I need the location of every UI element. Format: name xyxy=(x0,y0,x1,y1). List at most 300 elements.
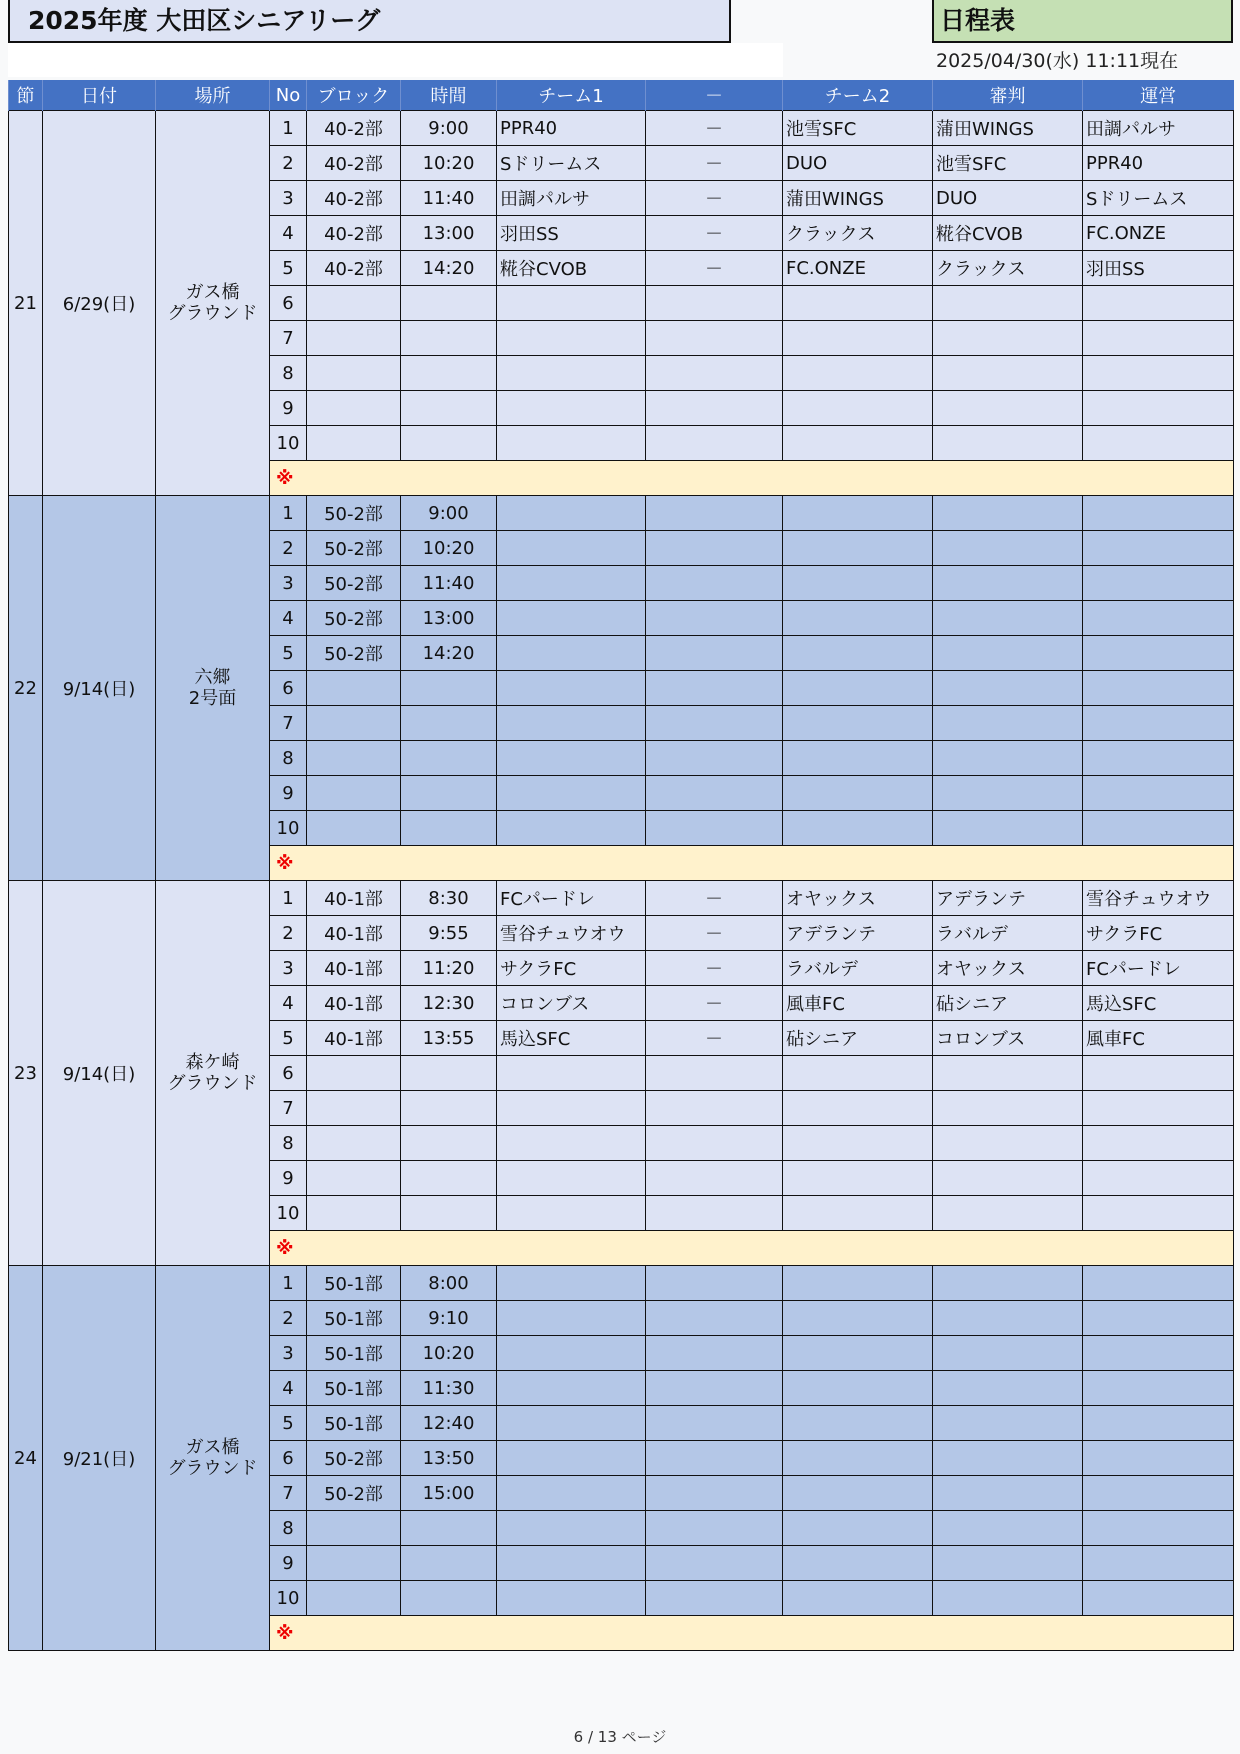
time-cell: 11:30 xyxy=(401,1371,497,1406)
block-cell xyxy=(307,741,401,776)
team1-cell xyxy=(497,1161,646,1196)
operations-cell xyxy=(1083,286,1234,321)
col-header-date: 日付 xyxy=(43,80,156,111)
team2-cell: DUO xyxy=(783,146,933,181)
operations-cell xyxy=(1083,1406,1234,1441)
time-cell: 14:20 xyxy=(401,251,497,286)
referee-cell: ラバルデ xyxy=(933,916,1083,951)
time-cell: 11:40 xyxy=(401,181,497,216)
operations-cell xyxy=(1083,1371,1234,1406)
referee-cell: アデランテ xyxy=(933,881,1083,916)
no-cell: 3 xyxy=(270,181,307,216)
separator-cell xyxy=(646,1371,783,1406)
col-header-time: 時間 xyxy=(401,80,497,111)
no-cell: 3 xyxy=(270,951,307,986)
date-cell: 9/14(日) xyxy=(43,496,156,881)
team2-cell xyxy=(783,286,933,321)
separator-cell xyxy=(646,321,783,356)
as-of-timestamp: 2025/04/30(水) 11:11現在 xyxy=(936,50,1179,72)
operations-cell xyxy=(1083,356,1234,391)
block-cell: 40-1部 xyxy=(307,881,401,916)
referee-cell xyxy=(933,1546,1083,1581)
block-cell: 50-2部 xyxy=(307,566,401,601)
block-cell xyxy=(307,1511,401,1546)
no-cell: 2 xyxy=(270,146,307,181)
date-cell: 6/29(日) xyxy=(43,111,156,496)
operations-cell xyxy=(1083,1546,1234,1581)
no-cell: 1 xyxy=(270,111,307,146)
team1-cell xyxy=(497,1441,646,1476)
referee-cell xyxy=(933,1406,1083,1441)
block-cell xyxy=(307,321,401,356)
col-header-venue: 場所 xyxy=(156,80,270,111)
time-cell xyxy=(401,1091,497,1126)
team1-cell: サクラFC xyxy=(497,951,646,986)
team1-cell xyxy=(497,426,646,461)
team2-cell xyxy=(783,1336,933,1371)
block-cell: 50-2部 xyxy=(307,496,401,531)
block-cell xyxy=(307,356,401,391)
team2-cell xyxy=(783,741,933,776)
referee-cell xyxy=(933,1161,1083,1196)
block-cell xyxy=(307,1581,401,1616)
time-cell xyxy=(401,741,497,776)
team2-cell xyxy=(783,1056,933,1091)
block-cell xyxy=(307,391,401,426)
time-cell xyxy=(401,1196,497,1231)
time-cell xyxy=(401,1511,497,1546)
no-cell: 5 xyxy=(270,251,307,286)
table-row xyxy=(9,1266,1234,1301)
no-cell: 8 xyxy=(270,356,307,391)
block-cell xyxy=(307,1091,401,1126)
time-cell: 11:40 xyxy=(401,566,497,601)
block-cell: 50-1部 xyxy=(307,1336,401,1371)
separator-cell xyxy=(646,776,783,811)
operations-cell: FCパードレ xyxy=(1083,951,1234,986)
team1-cell xyxy=(497,321,646,356)
referee-cell xyxy=(933,1266,1083,1301)
block-cell: 40-2部 xyxy=(307,251,401,286)
col-header-referee: 審判 xyxy=(933,80,1083,111)
separator-cell xyxy=(646,1161,783,1196)
block-cell xyxy=(307,1546,401,1581)
no-cell: 6 xyxy=(270,286,307,321)
referee-cell xyxy=(933,356,1083,391)
team2-cell: オヤックス xyxy=(783,881,933,916)
page-title: 2025年度 大田区シニアリーグ xyxy=(8,0,731,43)
operations-cell xyxy=(1083,496,1234,531)
team2-cell: 池雪SFC xyxy=(783,111,933,146)
separator-cell xyxy=(646,1406,783,1441)
block-cell: 50-1部 xyxy=(307,1266,401,1301)
operations-cell xyxy=(1083,1301,1234,1336)
referee-cell xyxy=(933,706,1083,741)
team2-cell xyxy=(783,1161,933,1196)
time-cell: 9:10 xyxy=(401,1301,497,1336)
no-cell: 10 xyxy=(270,1196,307,1231)
team2-cell xyxy=(783,1196,933,1231)
team2-cell xyxy=(783,321,933,356)
no-cell: 8 xyxy=(270,1511,307,1546)
referee-cell: DUO xyxy=(933,181,1083,216)
team1-cell xyxy=(497,1301,646,1336)
separator-cell xyxy=(646,671,783,706)
time-cell xyxy=(401,391,497,426)
team2-cell xyxy=(783,1581,933,1616)
block-cell xyxy=(307,1056,401,1091)
no-cell: 4 xyxy=(270,1371,307,1406)
time-cell: 12:40 xyxy=(401,1406,497,1441)
team1-cell: FCパードレ xyxy=(497,881,646,916)
time-cell: 13:00 xyxy=(401,601,497,636)
team2-cell xyxy=(783,496,933,531)
block-cell: 50-1部 xyxy=(307,1406,401,1441)
operations-cell xyxy=(1083,531,1234,566)
col-header-operations: 運営 xyxy=(1083,80,1234,111)
team1-cell: 馬込SFC xyxy=(497,1021,646,1056)
team1-cell xyxy=(497,601,646,636)
team1-cell: Sドリームス xyxy=(497,146,646,181)
team1-cell: 糀谷CVOB xyxy=(497,251,646,286)
team1-cell xyxy=(497,1581,646,1616)
referee-cell xyxy=(933,1371,1083,1406)
referee-cell: 砧シニア xyxy=(933,986,1083,1021)
separator-cell xyxy=(646,286,783,321)
no-cell: 8 xyxy=(270,741,307,776)
time-cell: 15:00 xyxy=(401,1476,497,1511)
time-cell: 10:20 xyxy=(401,146,497,181)
team2-cell: 風車FC xyxy=(783,986,933,1021)
separator-cell xyxy=(646,601,783,636)
round-cell: 24 xyxy=(9,1266,43,1651)
operations-cell xyxy=(1083,391,1234,426)
block-cell xyxy=(307,286,401,321)
team2-cell: ラバルデ xyxy=(783,951,933,986)
no-cell: 7 xyxy=(270,1091,307,1126)
team2-cell xyxy=(783,1301,933,1336)
no-cell: 1 xyxy=(270,881,307,916)
operations-cell xyxy=(1083,1441,1234,1476)
time-cell: 13:00 xyxy=(401,216,497,251)
team2-cell: 砧シニア xyxy=(783,1021,933,1056)
block-cell xyxy=(307,671,401,706)
time-cell xyxy=(401,706,497,741)
block-cell: 50-1部 xyxy=(307,1371,401,1406)
note-cell: ※ xyxy=(270,461,1234,496)
team2-cell xyxy=(783,1476,933,1511)
title-underfill xyxy=(8,43,783,77)
separator-cell: － xyxy=(646,251,783,286)
time-cell: 10:20 xyxy=(401,531,497,566)
team1-cell xyxy=(497,1126,646,1161)
team1-cell xyxy=(497,1336,646,1371)
col-header-team2: チーム2 xyxy=(783,80,933,111)
block-cell: 50-2部 xyxy=(307,636,401,671)
team2-cell xyxy=(783,1266,933,1301)
page-number: 6 / 13 ページ xyxy=(573,1728,667,1746)
operations-cell xyxy=(1083,671,1234,706)
separator-cell xyxy=(646,1301,783,1336)
operations-cell xyxy=(1083,1581,1234,1616)
block-cell: 40-2部 xyxy=(307,146,401,181)
team1-cell xyxy=(497,811,646,846)
team2-cell xyxy=(783,706,933,741)
no-cell: 7 xyxy=(270,1476,307,1511)
team1-cell xyxy=(497,566,646,601)
team1-cell xyxy=(497,1056,646,1091)
operations-cell xyxy=(1083,426,1234,461)
referee-cell xyxy=(933,531,1083,566)
referee-cell xyxy=(933,671,1083,706)
separator-cell xyxy=(646,1091,783,1126)
team2-cell xyxy=(783,1511,933,1546)
operations-cell xyxy=(1083,1336,1234,1371)
time-cell: 12:30 xyxy=(401,986,497,1021)
separator-cell xyxy=(646,356,783,391)
team1-cell xyxy=(497,1091,646,1126)
referee-cell: クラックス xyxy=(933,251,1083,286)
time-cell xyxy=(401,1056,497,1091)
team2-cell xyxy=(783,531,933,566)
time-cell xyxy=(401,1161,497,1196)
col-header-team1: チーム1 xyxy=(497,80,646,111)
time-cell xyxy=(401,1126,497,1161)
team1-cell xyxy=(497,706,646,741)
time-cell: 13:55 xyxy=(401,1021,497,1056)
operations-cell xyxy=(1083,1196,1234,1231)
referee-cell xyxy=(933,1581,1083,1616)
team1-cell xyxy=(497,391,646,426)
separator-cell xyxy=(646,1336,783,1371)
referee-cell xyxy=(933,636,1083,671)
venue-cell: 森ケ崎 グラウンド xyxy=(156,881,270,1266)
team2-cell: アデランテ xyxy=(783,916,933,951)
time-cell: 9:00 xyxy=(401,111,497,146)
block-cell: 40-1部 xyxy=(307,1021,401,1056)
team2-cell xyxy=(783,671,933,706)
no-cell: 9 xyxy=(270,776,307,811)
team2-cell xyxy=(783,1441,933,1476)
referee-cell xyxy=(933,1476,1083,1511)
note-cell: ※ xyxy=(270,1231,1234,1266)
block-cell: 40-1部 xyxy=(307,951,401,986)
team2-cell xyxy=(783,391,933,426)
time-cell xyxy=(401,426,497,461)
operations-cell: 馬込SFC xyxy=(1083,986,1234,1021)
operations-cell: 羽田SS xyxy=(1083,251,1234,286)
operations-cell xyxy=(1083,811,1234,846)
operations-cell: 田調パルサ xyxy=(1083,111,1234,146)
separator-cell xyxy=(646,531,783,566)
operations-cell: Sドリームス xyxy=(1083,181,1234,216)
team1-cell xyxy=(497,671,646,706)
block-cell: 40-1部 xyxy=(307,916,401,951)
no-cell: 7 xyxy=(270,321,307,356)
block-cell: 50-2部 xyxy=(307,601,401,636)
team2-cell: 蒲田WINGS xyxy=(783,181,933,216)
separator-cell: － xyxy=(646,1021,783,1056)
no-cell: 1 xyxy=(270,496,307,531)
separator-cell: － xyxy=(646,951,783,986)
team2-cell xyxy=(783,426,933,461)
date-cell: 9/21(日) xyxy=(43,1266,156,1651)
no-cell: 10 xyxy=(270,811,307,846)
operations-cell: 雪谷チュウオウ xyxy=(1083,881,1234,916)
team1-cell xyxy=(497,776,646,811)
referee-cell: 池雪SFC xyxy=(933,146,1083,181)
operations-cell: サクラFC xyxy=(1083,916,1234,951)
operations-cell xyxy=(1083,636,1234,671)
operations-cell xyxy=(1083,706,1234,741)
time-cell xyxy=(401,1546,497,1581)
referee-cell xyxy=(933,1196,1083,1231)
team2-cell xyxy=(783,1406,933,1441)
round-cell: 23 xyxy=(9,881,43,1266)
no-cell: 5 xyxy=(270,1021,307,1056)
time-cell: 13:50 xyxy=(401,1441,497,1476)
operations-cell xyxy=(1083,1161,1234,1196)
separator-cell xyxy=(646,496,783,531)
referee-cell: コロンブス xyxy=(933,1021,1083,1056)
referee-cell xyxy=(933,741,1083,776)
venue-cell: 六郷 2号面 xyxy=(156,496,270,881)
operations-cell xyxy=(1083,1476,1234,1511)
referee-cell xyxy=(933,811,1083,846)
team1-cell: PPR40 xyxy=(497,111,646,146)
time-cell: 8:30 xyxy=(401,881,497,916)
col-header-round: 節 xyxy=(9,80,43,111)
col-header-separator: － xyxy=(646,80,783,111)
no-cell: 3 xyxy=(270,1336,307,1371)
team1-cell: コロンブス xyxy=(497,986,646,1021)
no-cell: 6 xyxy=(270,1441,307,1476)
separator-cell xyxy=(646,1511,783,1546)
separator-cell xyxy=(646,741,783,776)
separator-cell: － xyxy=(646,216,783,251)
referee-cell xyxy=(933,601,1083,636)
separator-cell xyxy=(646,1476,783,1511)
team2-cell xyxy=(783,1546,933,1581)
separator-cell: － xyxy=(646,916,783,951)
time-cell: 11:20 xyxy=(401,951,497,986)
referee-cell xyxy=(933,496,1083,531)
separator-cell xyxy=(646,1196,783,1231)
header-row xyxy=(9,80,1234,111)
team1-cell xyxy=(497,356,646,391)
team2-cell xyxy=(783,1126,933,1161)
time-cell xyxy=(401,671,497,706)
team1-cell xyxy=(497,741,646,776)
team1-cell xyxy=(497,636,646,671)
team2-cell xyxy=(783,601,933,636)
round-cell: 22 xyxy=(9,496,43,881)
referee-cell: 蒲田WINGS xyxy=(933,111,1083,146)
block-cell xyxy=(307,706,401,741)
time-cell: 9:00 xyxy=(401,496,497,531)
no-cell: 10 xyxy=(270,1581,307,1616)
block-cell xyxy=(307,776,401,811)
no-cell: 8 xyxy=(270,1126,307,1161)
separator-cell: － xyxy=(646,881,783,916)
team1-cell xyxy=(497,1511,646,1546)
team1-cell xyxy=(497,1196,646,1231)
operations-cell xyxy=(1083,1511,1234,1546)
separator-cell xyxy=(646,426,783,461)
block-cell: 40-2部 xyxy=(307,181,401,216)
team1-cell: 雪谷チュウオウ xyxy=(497,916,646,951)
separator-cell: － xyxy=(646,181,783,216)
no-cell: 5 xyxy=(270,1406,307,1441)
time-cell xyxy=(401,811,497,846)
team1-cell xyxy=(497,1546,646,1581)
col-header-block: ブロック xyxy=(307,80,401,111)
operations-cell xyxy=(1083,741,1234,776)
no-cell: 9 xyxy=(270,1161,307,1196)
time-cell xyxy=(401,286,497,321)
separator-cell xyxy=(646,1581,783,1616)
team2-cell xyxy=(783,1091,933,1126)
time-cell: 14:20 xyxy=(401,636,497,671)
schedule-table xyxy=(8,80,1234,1651)
no-cell: 2 xyxy=(270,916,307,951)
schedule-label: 日程表 xyxy=(932,0,1233,43)
operations-cell xyxy=(1083,601,1234,636)
no-cell: 10 xyxy=(270,426,307,461)
operations-cell xyxy=(1083,566,1234,601)
separator-cell: － xyxy=(646,146,783,181)
time-cell xyxy=(401,1581,497,1616)
referee-cell: オヤックス xyxy=(933,951,1083,986)
no-cell: 4 xyxy=(270,216,307,251)
referee-cell xyxy=(933,1441,1083,1476)
block-cell: 50-1部 xyxy=(307,1301,401,1336)
block-cell: 50-2部 xyxy=(307,531,401,566)
team1-cell xyxy=(497,286,646,321)
time-cell: 8:00 xyxy=(401,1266,497,1301)
operations-cell: PPR40 xyxy=(1083,146,1234,181)
referee-cell xyxy=(933,391,1083,426)
separator-cell xyxy=(646,1441,783,1476)
referee-cell xyxy=(933,1511,1083,1546)
operations-cell xyxy=(1083,776,1234,811)
time-cell xyxy=(401,356,497,391)
team1-cell xyxy=(497,1406,646,1441)
table-row xyxy=(9,881,1234,916)
separator-cell xyxy=(646,706,783,741)
no-cell: 9 xyxy=(270,1546,307,1581)
no-cell: 6 xyxy=(270,1056,307,1091)
block-cell: 40-2部 xyxy=(307,111,401,146)
no-cell: 7 xyxy=(270,706,307,741)
no-cell: 2 xyxy=(270,531,307,566)
team1-cell: 羽田SS xyxy=(497,216,646,251)
venue-cell: ガス橋 グラウンド xyxy=(156,111,270,496)
no-cell: 4 xyxy=(270,986,307,1021)
block-cell: 40-2部 xyxy=(307,216,401,251)
time-cell xyxy=(401,321,497,356)
referee-cell xyxy=(933,321,1083,356)
block-cell xyxy=(307,1161,401,1196)
separator-cell: － xyxy=(646,111,783,146)
operations-cell: FC.ONZE xyxy=(1083,216,1234,251)
table-row xyxy=(9,111,1234,146)
col-header-no: No xyxy=(270,80,307,111)
team1-cell xyxy=(497,496,646,531)
operations-cell xyxy=(1083,321,1234,356)
team2-cell xyxy=(783,566,933,601)
no-cell: 2 xyxy=(270,1301,307,1336)
